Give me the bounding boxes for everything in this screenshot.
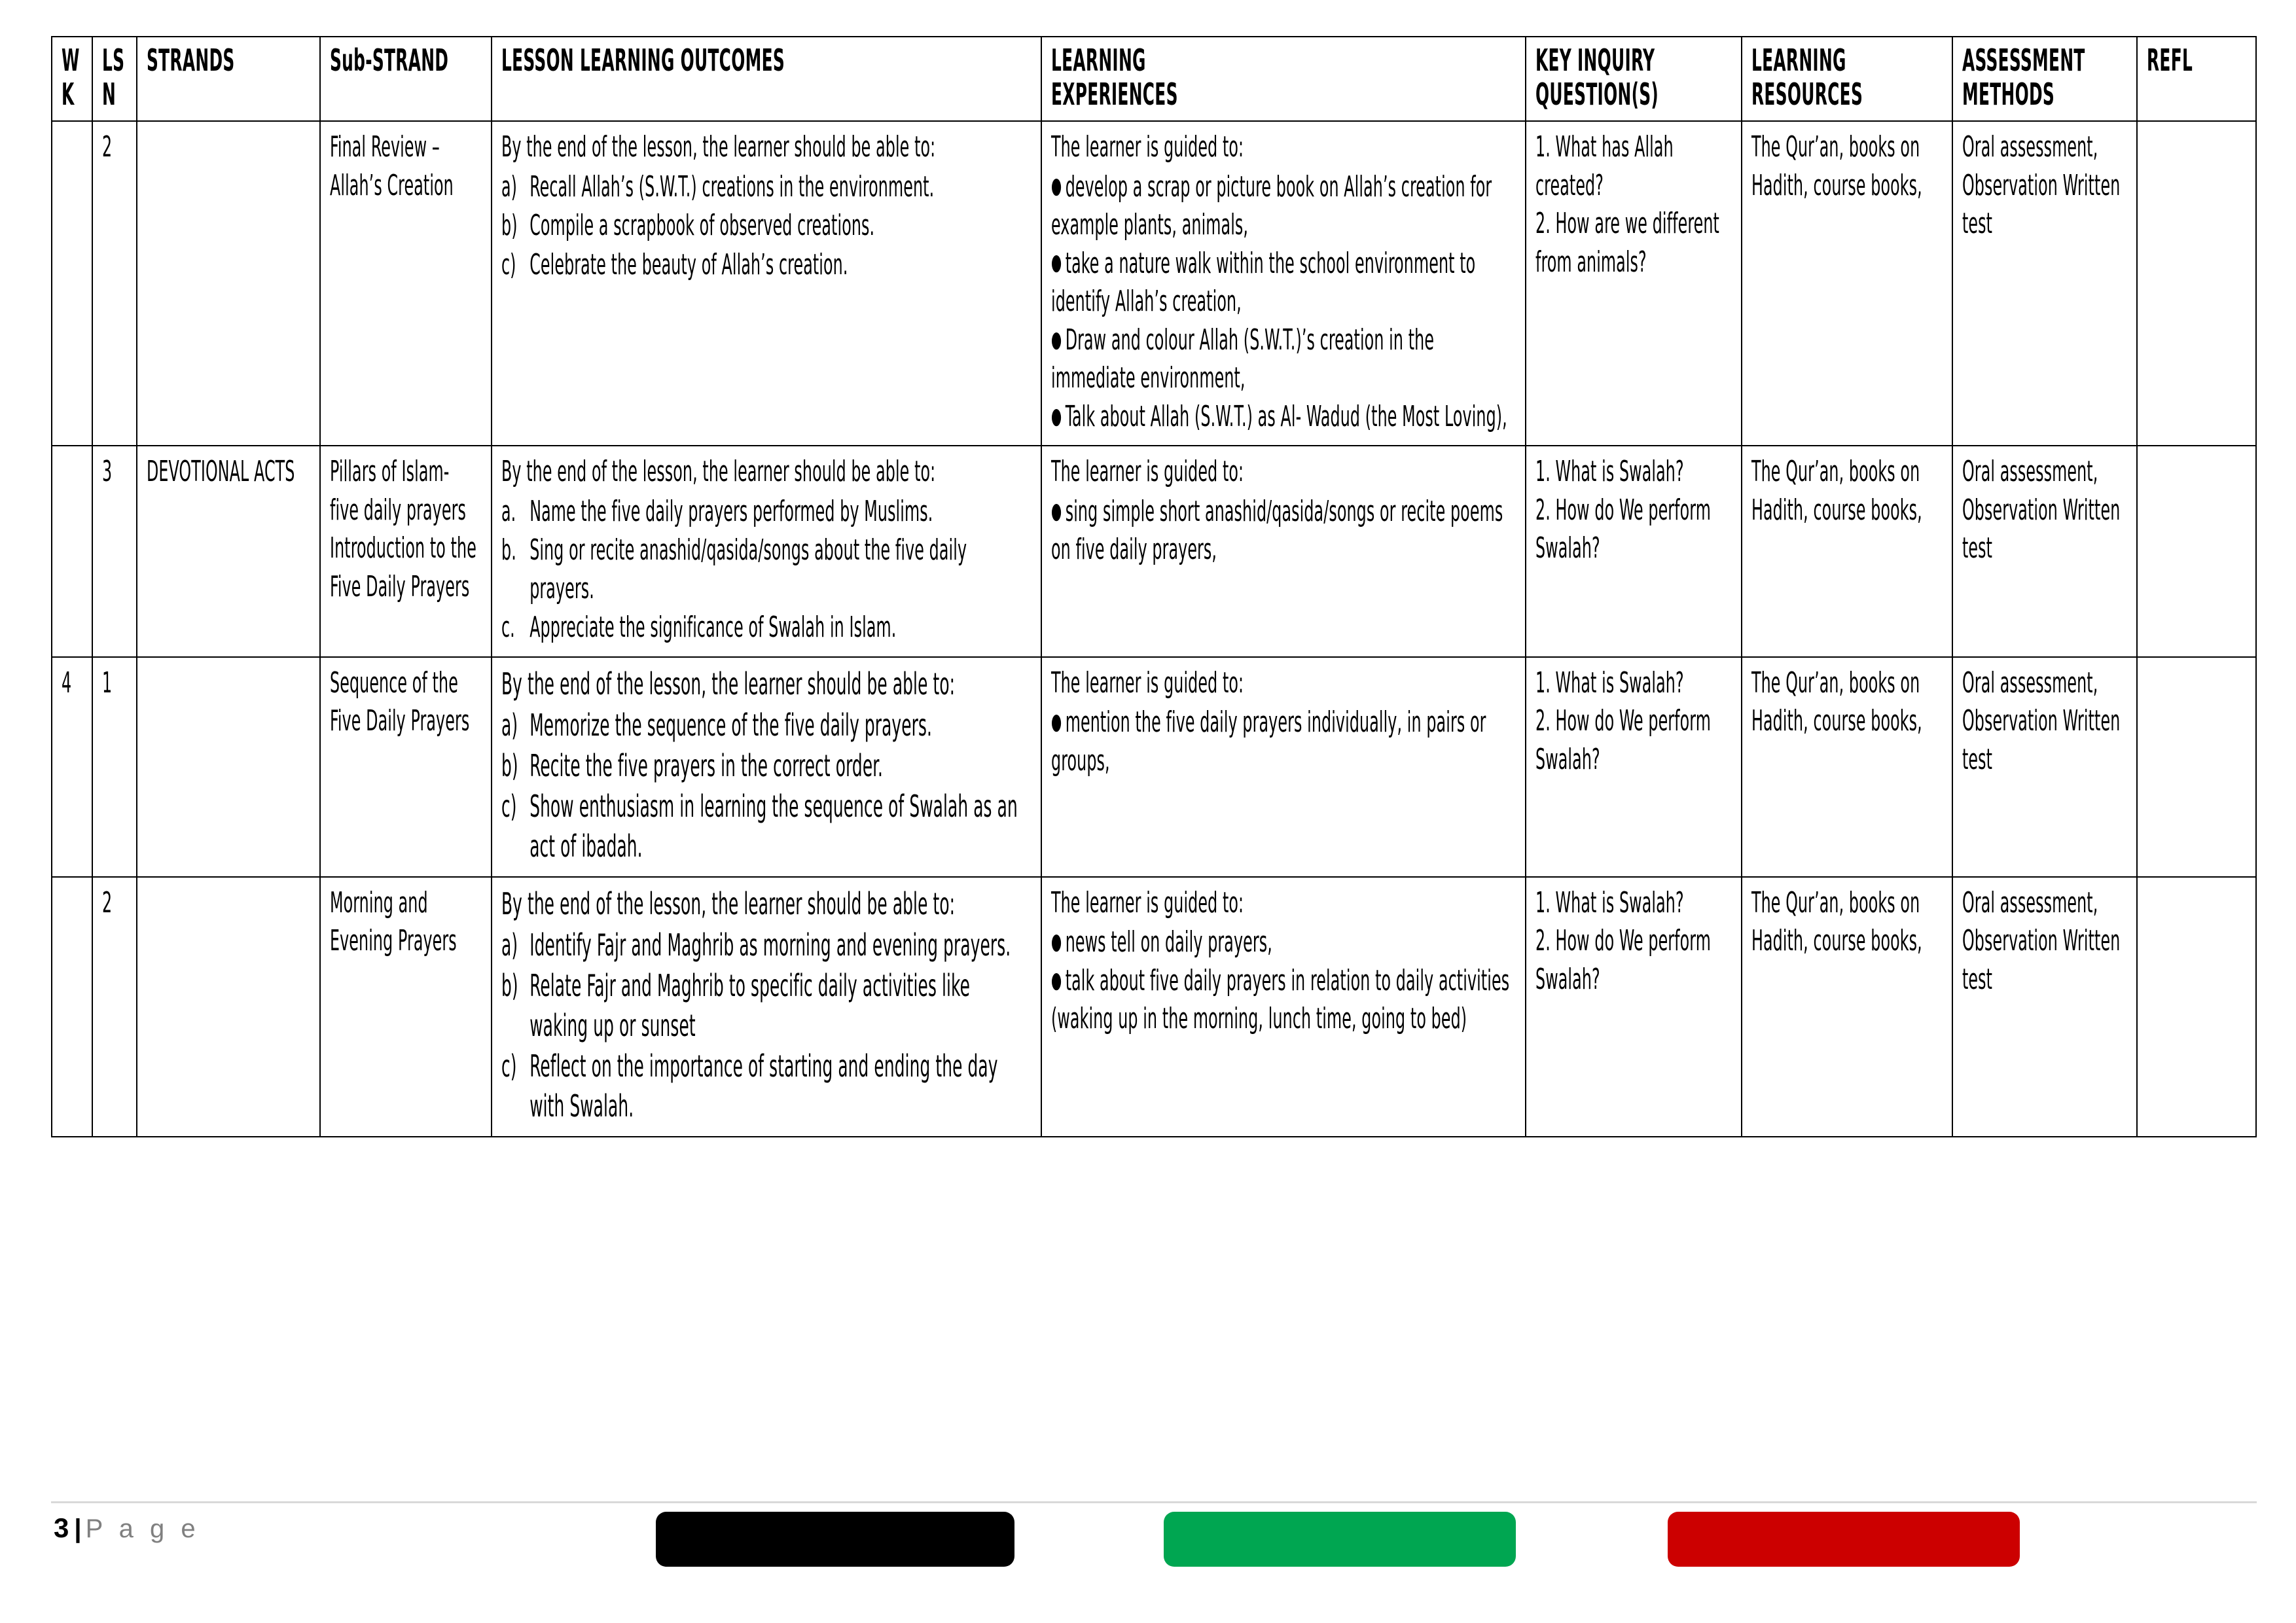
key-inquiry-item: 1. What is Swalah? xyxy=(1535,885,1684,919)
column-header-learning-experiences: LEARNING EXPERIENCES xyxy=(1041,37,1526,121)
cell-week xyxy=(52,446,92,657)
page-label: P a g e xyxy=(85,1514,200,1543)
table-row xyxy=(52,446,2256,657)
bullet-icon: ● xyxy=(1051,326,1062,353)
outcome-item xyxy=(501,705,1033,745)
cell-assessment-methods: Oral assessment, Observation Written test xyxy=(1952,657,2137,877)
column-header-key-inquiry-questions: KEY INQUIRY QUESTION(S) xyxy=(1526,37,1742,121)
experience-item: ● news tell on daily prayers, xyxy=(1051,925,1272,959)
flag-bar-black xyxy=(656,1512,1014,1567)
outcome-item xyxy=(501,207,1033,245)
experience-item: ● Draw and colour Allah (S.W.T.)’s creation in the immediate environment, xyxy=(1051,323,1435,395)
cell-lesson-learning-outcomes: By the end of the lesson, the learner should be able to: a) Recall Allah’s (S.W.T.) creations in the environment. b) Compile a scrapbook of observed creations. c) Celebrate the beauty of Allah’s creation. xyxy=(492,121,1041,446)
cell-learning-resources: The Qur’an, books on Hadith, course books, xyxy=(1742,121,1952,446)
cell-learning-resources: The Qur’an, books on Hadith, course books, xyxy=(1742,657,1952,877)
outcome-text: Celebrate the beauty of Allah’s creation. xyxy=(529,247,848,281)
experience-item: ● develop a scrap or picture book on Allah’s creation for example plants, animals, xyxy=(1051,169,1492,242)
cell-sub-strand: Sequence of the Five Daily Prayers xyxy=(320,657,492,877)
cell-learning-experiences: The learner is guided to: ● mention the five daily prayers individually, in pairs or groups, xyxy=(1041,657,1526,877)
table-row xyxy=(52,121,2256,446)
outcome-marker: a) xyxy=(501,927,518,963)
outcome-item xyxy=(501,168,1033,207)
outcome-marker: a. xyxy=(501,494,516,528)
outcome-text: Name the five daily prayers performed by Muslims. xyxy=(529,494,933,528)
cell-week xyxy=(52,121,92,446)
cell-refl xyxy=(2137,877,2256,1137)
key-inquiry-item: 2. How do We perform Swalah? xyxy=(1535,924,1711,996)
bullet-icon: ● xyxy=(1051,249,1062,276)
flag-bar-green xyxy=(1164,1512,1516,1567)
cell-lesson-learning-outcomes: By the end of the lesson, the learner should be able to: a) Memorize the sequence of the five daily prayers. b) Recite the five prayers in the correct order. c) Show enthusiasm in learning the sequence of Swalah as an act of ibadah. xyxy=(492,657,1041,877)
cell-assessment-methods: Oral assessment, Observation Written test xyxy=(1952,446,2137,657)
bullet-icon: ● xyxy=(1051,709,1062,736)
cell-refl xyxy=(2137,121,2256,446)
outcome-item xyxy=(501,246,1033,285)
cell-assessment-methods: Oral assessment, Observation Written test xyxy=(1952,121,2137,446)
column-header-learning-resources: LEARNING RESOURCES xyxy=(1742,37,1952,121)
outcome-marker: c) xyxy=(501,247,516,281)
cell-learning-experiences: The learner is guided to: ● sing simple short anashid/qasida/songs or recite poems on five daily prayers, xyxy=(1041,446,1526,657)
cell-lesson: 3 xyxy=(92,446,137,657)
outcome-text: Show enthusiasm in learning the sequence of Swalah as an act of ibadah. xyxy=(529,789,1018,865)
outcome-item xyxy=(501,787,1033,866)
cell-week xyxy=(52,877,92,1137)
outcome-marker: a) xyxy=(501,707,518,743)
experience-item: ● Talk about Allah (S.W.T.) as Al- Wadud (the Most Loving), xyxy=(1051,399,1507,433)
outcome-text: Appreciate the significance of Swalah in Islam. xyxy=(529,611,897,645)
bullet-icon: ● xyxy=(1051,497,1062,524)
cell-lesson-learning-outcomes: By the end of the lesson, the learner should be able to: a. Name the five daily prayers performed by Muslims. b. Sing or recite anashid/qasida/songs about the five daily prayers. c. Appreciate the significance of Swalah in Islam. xyxy=(492,446,1041,657)
key-inquiry-item: 1. What is Swalah? xyxy=(1535,455,1684,489)
outcome-item xyxy=(501,966,1033,1046)
column-header-strands: STRANDS xyxy=(137,37,320,121)
cell-strands: DEVOTIONAL ACTS xyxy=(137,446,320,657)
cell-week: 4 xyxy=(52,657,92,877)
outcome-item xyxy=(501,531,1033,608)
bullet-icon: ● xyxy=(1051,967,1062,993)
cell-lesson: 1 xyxy=(92,657,137,877)
bullet-icon: ● xyxy=(1051,929,1062,955)
cell-strands xyxy=(137,657,320,877)
flag-colour-bars xyxy=(51,1512,2257,1567)
cell-key-inquiry-questions xyxy=(1526,121,1742,446)
outcome-text: Recite the five prayers in the correct order. xyxy=(529,748,884,784)
outcome-text: Memorize the sequence of the five daily prayers. xyxy=(529,707,933,743)
outcome-marker: c) xyxy=(501,1048,517,1084)
cell-sub-strand: Morning and Evening Prayers xyxy=(320,877,492,1137)
column-header-refl: REFL xyxy=(2137,37,2256,121)
outcome-text: Reflect on the importance of starting and ending the day with Swalah. xyxy=(529,1048,998,1124)
cell-key-inquiry-questions xyxy=(1526,877,1742,1137)
cell-learning-resources: The Qur’an, books on Hadith, course books, xyxy=(1742,877,1952,1137)
outcome-text: Relate Fajr and Maghrib to specific daily activities like waking up or sunset xyxy=(529,967,970,1044)
cell-learning-experiences: The learner is guided to: ● develop a scrap or picture book on Allah’s creation for example plants, animals, ● take a nature walk within the school environment to identify Allah’s creation, ● Draw and colour Allah (S.W.T.)’s creation in the immediate environment, ● Talk about Allah (S.W.T.) as Al- Wadud (the Most Loving), xyxy=(1041,121,1526,446)
outcome-text: Compile a scrapbook of observed creations. xyxy=(529,209,875,243)
experience-item: ● sing simple short anashid/qasida/songs or recite poems on five daily prayers, xyxy=(1051,494,1503,567)
outcome-item xyxy=(501,925,1033,965)
cell-sub-strand: Final Review – Allah’s Creation xyxy=(320,121,492,446)
key-inquiry-item: 2. How do We perform Swalah? xyxy=(1535,704,1711,776)
key-inquiry-item: 1. What is Swalah? xyxy=(1535,666,1684,700)
outcome-marker: c) xyxy=(501,789,517,825)
outcome-marker: c. xyxy=(501,611,515,645)
cell-key-inquiry-questions xyxy=(1526,446,1742,657)
column-header-week: W K xyxy=(52,37,92,121)
footer-divider xyxy=(51,1501,2257,1503)
outcome-text: Identify Fajr and Maghrib as morning and evening prayers. xyxy=(529,927,1011,963)
cell-lesson: 2 xyxy=(92,877,137,1137)
outcome-marker: b) xyxy=(501,967,518,1003)
outcome-marker: b) xyxy=(501,748,518,784)
outcome-marker: a) xyxy=(501,169,518,204)
page-number-separator: | xyxy=(74,1514,82,1543)
cell-lesson: 2 xyxy=(92,121,137,446)
outcome-marker: b) xyxy=(501,209,518,243)
cell-strands xyxy=(137,877,320,1137)
table-header-row xyxy=(52,37,2256,121)
table-body xyxy=(52,121,2256,1137)
bullet-icon: ● xyxy=(1051,402,1062,429)
outcome-marker: b. xyxy=(501,533,516,567)
outcome-text: Sing or recite anashid/qasida/songs about the five daily prayers. xyxy=(529,533,967,605)
cell-lesson-learning-outcomes: By the end of the lesson, the learner should be able to: a) Identify Fajr and Maghrib as morning and evening prayers. b) Relate Fajr and Maghrib to specific daily activities like waking up or sunset c) Reflect on the importance of starting and ending the day with Swalah. xyxy=(492,877,1041,1137)
column-header-lesson: LS N xyxy=(92,37,137,121)
cell-sub-strand: Pillars of Islam- five daily prayers Introduction to the Five Daily Prayers xyxy=(320,446,492,657)
cell-refl xyxy=(2137,446,2256,657)
cell-assessment-methods: Oral assessment, Observation Written test xyxy=(1952,877,2137,1137)
page-number-value: 3 xyxy=(54,1512,69,1543)
page-footer xyxy=(51,1486,2257,1623)
scheme-of-work-table xyxy=(51,36,2257,1137)
outcome-text: Recall Allah’s (S.W.T.) creations in the environment. xyxy=(529,169,935,204)
experience-item: ● talk about five daily prayers in relation to daily activities (waking up in the morning, lunch time, going to bed) xyxy=(1051,963,1510,1036)
outcome-item xyxy=(501,493,1033,531)
flag-bar-red xyxy=(1668,1512,2020,1567)
outcome-item xyxy=(501,1046,1033,1126)
key-inquiry-item: 1. What has Allah created? xyxy=(1535,130,1674,202)
cell-learning-experiences: The learner is guided to: ● news tell on daily prayers, ● talk about five daily prayers in relation to daily activities (waking up in the morning, lunch time, going to bed) xyxy=(1041,877,1526,1137)
experience-item: ● mention the five daily prayers individually, in pairs or groups, xyxy=(1051,705,1486,777)
key-inquiry-item: 2. How do We perform Swalah? xyxy=(1535,493,1711,565)
column-header-sub-strand: Sub-STRAND xyxy=(320,37,492,121)
cell-strands xyxy=(137,121,320,446)
column-header-assessment-methods: ASSESSMENT METHODS xyxy=(1952,37,2137,121)
table-row xyxy=(52,657,2256,877)
outcome-item xyxy=(501,609,1033,647)
cell-learning-resources: The Qur’an, books on Hadith, course books, xyxy=(1742,446,1952,657)
bullet-icon: ● xyxy=(1051,173,1062,200)
experience-item: ● take a nature walk within the school environment to identify Allah’s creation, xyxy=(1051,246,1476,319)
outcome-item xyxy=(501,746,1033,786)
cell-refl xyxy=(2137,657,2256,877)
key-inquiry-item: 2. How are we different from animals? xyxy=(1535,207,1719,279)
cell-key-inquiry-questions xyxy=(1526,657,1742,877)
column-header-lesson-learning-outcomes: LESSON LEARNING OUTCOMES xyxy=(492,37,1041,121)
table-row xyxy=(52,877,2256,1137)
